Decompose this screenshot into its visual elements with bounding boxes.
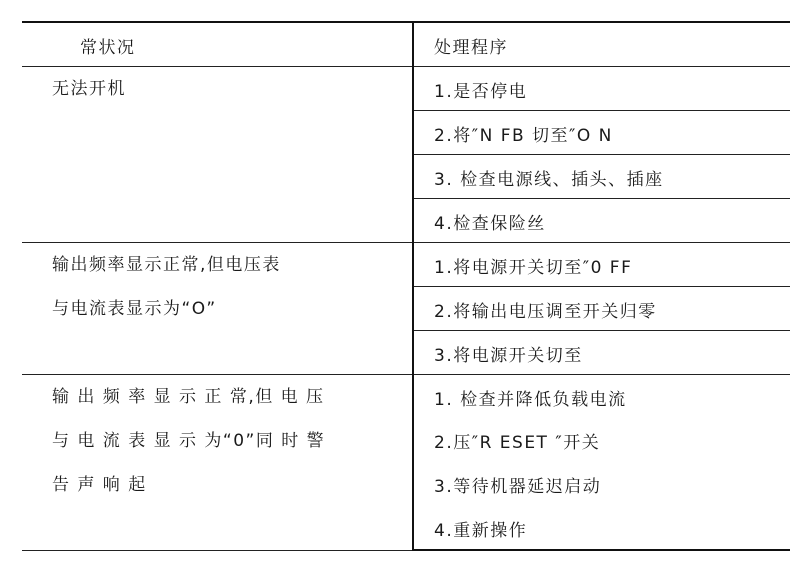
- condition-line: 输 出 频 率 显 示 正 常,但 电 压: [52, 386, 325, 407]
- table-row: [22, 66, 790, 110]
- condition-line: 输出频率显示正常,但电压表: [52, 254, 281, 275]
- condition-cell: [22, 242, 413, 374]
- header-procedure: 处理程序: [413, 22, 790, 66]
- step-cell: 1.是否停电: [413, 66, 790, 110]
- condition-cell: [22, 66, 413, 242]
- header-condition: 常状况: [22, 22, 413, 66]
- step-cell: 4.重新操作: [413, 506, 790, 550]
- condition-line: 与 电 流 表 显 示 为“0”同 时 警: [52, 430, 326, 451]
- step-cell: 1.将电源开关切至″0 FF: [413, 242, 790, 286]
- step-cell: 3.等待机器延迟启动: [413, 462, 790, 506]
- condition-cell: [22, 374, 413, 550]
- step-cell: 4.检查保险丝: [413, 198, 790, 242]
- table-row: [22, 242, 790, 286]
- step-cell: 3.将电源开关切至: [413, 330, 790, 374]
- condition-line: 与电流表显示为“O”: [52, 298, 217, 319]
- step-cell: 2.将输出电压调至开关归零: [413, 286, 790, 330]
- troubleshooting-table: [22, 21, 790, 551]
- condition-line: 无法开机: [52, 78, 126, 99]
- table-row: [22, 374, 790, 418]
- condition-line: 告 声 响 起: [52, 474, 147, 495]
- step-cell: 3. 检查电源线、插头、插座: [413, 154, 790, 198]
- step-cell: 1. 检查并降低负载电流: [413, 374, 790, 418]
- step-cell: 2.将″N FB 切至″O N: [413, 110, 790, 154]
- step-cell: 2.压″R ESET ″开关: [413, 418, 790, 462]
